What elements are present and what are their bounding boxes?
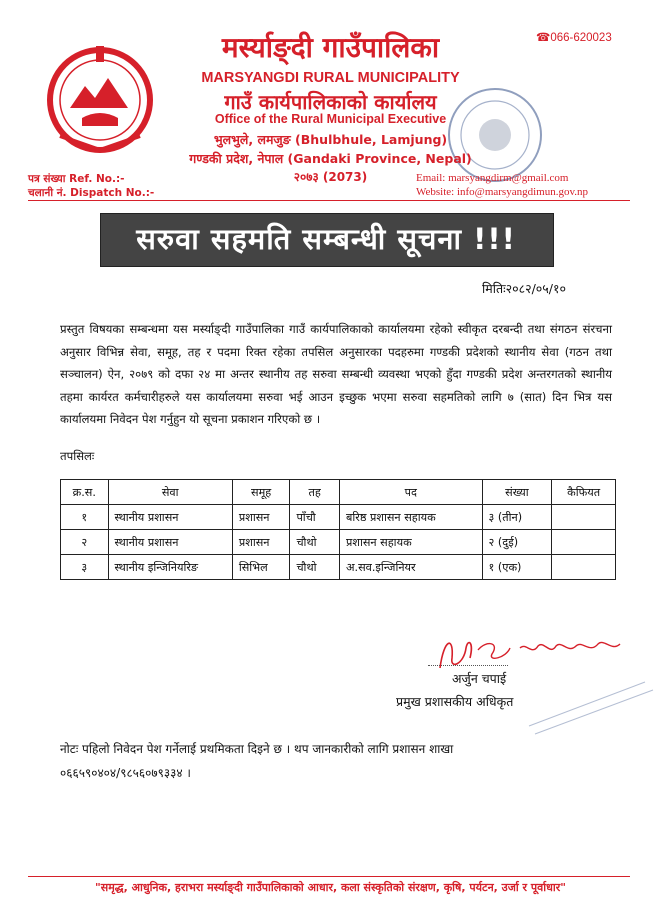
officer-title: प्रमुख प्रशासकीय अधिकृत — [396, 694, 514, 709]
officer-name: अर्जुन चपाई — [452, 671, 507, 686]
column-header: पद — [339, 480, 482, 505]
address-line-1: भुलभुले, लमजुङ (Bhulbhule, Lamjung) — [213, 132, 448, 147]
table-cell — [552, 505, 616, 530]
municipality-title-en: MARSYANGDI RURAL MUNICIPALITY — [201, 70, 460, 86]
dispatch-number-label: चलानी नं. Dispatch No.:- — [28, 187, 155, 199]
table-cell: सिभिल — [232, 555, 290, 580]
notice-title: सरुवा सहमति सम्बन्धी सूचना !!! — [136, 222, 516, 256]
table-cell: चौथो — [290, 530, 340, 555]
website-address: Website: info@marsyangdimun.gov.np — [416, 186, 588, 198]
footer-slogan: "समृद्ध, आधुनिक, हराभरा मर्स्याङ्दी गाउँपालिकाको आधार, कला संस्कृतिको संरक्षण, कृषि, पर्यटन, उर्जा र पूर्वाधार" — [95, 881, 566, 894]
table-cell: प्रशासन — [232, 505, 290, 530]
column-header: तह — [290, 480, 340, 505]
table-row — [61, 505, 616, 530]
table-cell: चौथो — [290, 555, 340, 580]
column-header: क्र.स. — [61, 480, 109, 505]
table-row — [61, 530, 616, 555]
handwritten-signature — [430, 628, 630, 674]
column-header: सेवा — [108, 480, 232, 505]
footer-divider — [28, 876, 630, 877]
table-cell — [552, 555, 616, 580]
table-cell: प्रशासन — [232, 530, 290, 555]
email-address: Email: marsyangdirm@gmail.com — [416, 172, 569, 184]
column-header: कैफियत — [552, 480, 616, 505]
note-section — [60, 737, 620, 785]
details-label: तपसिलः — [60, 449, 95, 463]
column-header: संख्या — [482, 480, 552, 505]
notice-date: मितिः२०८२/०५/१० — [482, 281, 567, 296]
officer-stamp — [525, 676, 655, 736]
table-cell: ३ (तीन) — [482, 505, 552, 530]
table-cell: अ.सव.इन्जिनियर — [339, 555, 482, 580]
signature-line — [428, 665, 508, 666]
table-header-row — [61, 480, 616, 505]
table-row — [61, 555, 616, 580]
table-cell: स्थानीय प्रशासन — [108, 530, 232, 555]
office-title-np: गाउँ कार्यपालिकाको कार्यालय — [224, 90, 437, 114]
table-cell: १ (एक) — [482, 555, 552, 580]
established-year: २०७३ (2073) — [293, 170, 368, 184]
table-cell: स्थानीय प्रशासन — [108, 505, 232, 530]
table-cell: पाँचौ — [290, 505, 340, 530]
reference-number-label: पत्र संख्या Ref. No.:- — [28, 173, 125, 185]
table-cell: प्रशासन सहायक — [339, 530, 482, 555]
address-line-2: गण्डकी प्रदेश, नेपाल (Gandaki Province, Nepal) — [189, 151, 472, 166]
table-cell: ३ — [61, 555, 109, 580]
notice-body: प्रस्तुत विषयका सम्बन्धमा यस मर्स्याङ्दी गाउँपालिका गाउँ कार्यपालिकाको कार्यालयमा रहेको स्वीकृत दरबन्दी तथा संगठन संरचना अनुसार विभिन्न सेवा, समूह, तह र पदमा रिक्त रहेका तपसिल अनुसारका पदहरुमा गण्डकी प्रदेशको स्थानीय सेवा (गठन तथा सञ्चालन) ऐन, २०७९ को दफा २४ मा अन्तर स्थानीय तह सरुवा सम्बन्धी व्यवस्था भएको हुँदा गण्डकी प्रदेश अन्तरगतको स्थानीय तहमा कार्यरत कर्मचारीहरुले यस कार्यालयमा सरुवा भई आउन इच्छुक भएमा सरुवा सहमतिको लागि ७ (सात) दिन भित्र यस कार्यालयमा निवेदन पेश गर्नुहुन यो सूचना प्रकाशन गरिएको छ । — [60, 322, 612, 426]
office-title-en: Office of the Rural Municipal Executive — [214, 112, 447, 126]
table-cell: स्थानीय इन्जिनियरिङ — [108, 555, 232, 580]
table-cell: बरिष्ठ प्रशासन सहायक — [339, 505, 482, 530]
table-cell — [552, 530, 616, 555]
column-header: समूह — [232, 480, 290, 505]
table-cell: २ (दुई) — [482, 530, 552, 555]
phone-number: ☎066-620023 — [536, 32, 612, 44]
note-line-2: ०६६५९०४०४/९८५६०७९३३४ । — [60, 766, 191, 780]
table-cell: १ — [61, 505, 109, 530]
municipality-title-np: मर्स्याङ्दी गाउँपालिका — [221, 31, 440, 64]
table-cell: २ — [61, 530, 109, 555]
note-line-1: नोटः पहिलो निवेदन पेश गर्नेलाई प्रथमिकता दिइने छ । थप जानकारीको लागि प्रशासन शाखा — [60, 742, 454, 756]
vacancy-table — [60, 479, 616, 580]
header-divider — [28, 200, 630, 201]
